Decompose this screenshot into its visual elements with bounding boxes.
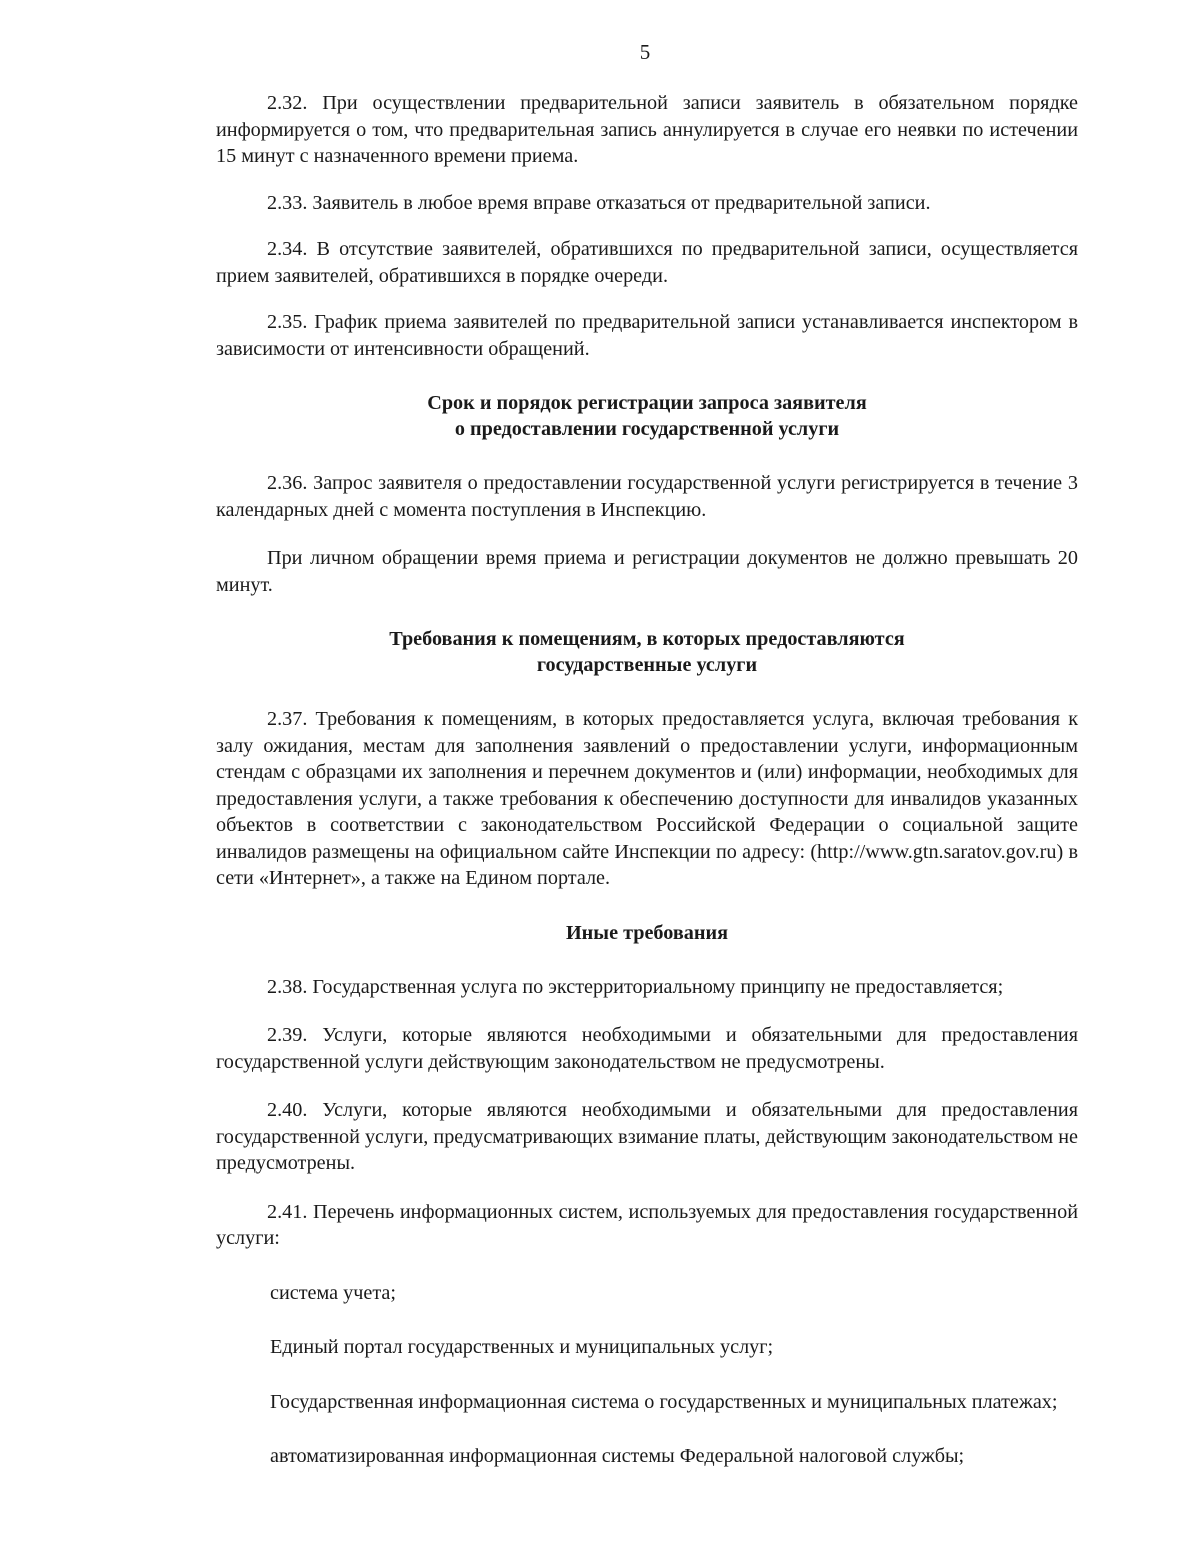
paragraph-2-39: 2.39. Услуги, которые являются необходимыми и обязательными для предоставления государственной услуги действующим законодательством не предусмотрены. xyxy=(216,1024,1078,1073)
paragraph-2-34: 2.34. В отсутствие заявителей, обратившихся по предварительной записи, осуществляется прием заявителей, обратившихся в порядке очереди. xyxy=(216,238,1078,287)
list-item: Государственная информационная система о государственных и муниципальных платежах; xyxy=(270,1390,1058,1413)
section-heading-line: о предоставлении государственной услуги xyxy=(454,418,840,440)
section-heading-line: Срок и порядок регистрации запроса заявителя xyxy=(427,392,867,414)
section-heading-line: Иные требования xyxy=(565,921,729,944)
list-item: автоматизированная информационная системы Федеральной налоговой службы; xyxy=(270,1445,965,1467)
section-heading-premises xyxy=(216,626,1078,678)
paragraph-2-41: 2.41. Перечень информационных систем, используемых для предоставления государственной услуги: xyxy=(216,1200,1078,1249)
list-item: Единый портал государственных и муниципальных услуг; xyxy=(270,1336,774,1358)
section-heading-registration xyxy=(216,390,1078,442)
list-item: система учета; xyxy=(270,1281,396,1304)
paragraph-personal-visit: При личном обращении время приема и регистрации документов не должно превышать 20 минут. xyxy=(216,547,1078,596)
document-body xyxy=(216,90,1078,1470)
paragraph-2-38: 2.38. Государственная услуга по экстерриториальному принципу не предоставляется; xyxy=(267,975,1004,998)
section-heading-line: Требования к помещениям, в которых предоставляются xyxy=(389,628,905,650)
paragraph-2-36: 2.36. Запрос заявителя о предоставлении государственной услуги регистрируется в течение 3 календарных дней с момента поступления в Инспекцию. xyxy=(216,472,1078,521)
paragraph-2-32: 2.32. При осуществлении предварительной записи заявитель в обязательном порядке информируется о том, что предварительная запись аннулируется в случае его неявки по истечении 15 минут с назначенного времени приема. xyxy=(216,92,1078,167)
section-heading-line: государственные услуги xyxy=(536,654,758,676)
paragraph-2-37: 2.37. Требования к помещениям, в которых предоставляется услуга, включая требования к залу ожидания, местам для заполнения заявлений о предоставлении услуги, информационным стендам с образцами их заполнения и перечнем документов и (или) информации, необходимых для предоставления услуги, а также требования к обеспечению доступности для инвалидов указанных объектов в соответствии с законодательством Российской Федерации о социальной защите инвалидов размещены на официальном сайте Инспекции по адресу: (http://www.gtn.saratov.gov.ru) в сети «Интернет», а также на Едином портале. xyxy=(216,708,1078,889)
page-number: 5 xyxy=(639,40,651,64)
paragraph-2-40: 2.40. Услуги, которые являются необходимыми и обязательными для предоставления государственной услуги, предусматривающих взимание платы, действующим законодательством не предусмотрены. xyxy=(216,1099,1078,1174)
section-heading-other xyxy=(216,920,1078,946)
paragraph-2-35: 2.35. График приема заявителей по предварительной записи устанавливается инспектором в зависимости от интенсивности обращений. xyxy=(216,311,1078,360)
paragraph-2-33: 2.33. Заявитель в любое время вправе отказаться от предварительной записи. xyxy=(267,191,931,214)
